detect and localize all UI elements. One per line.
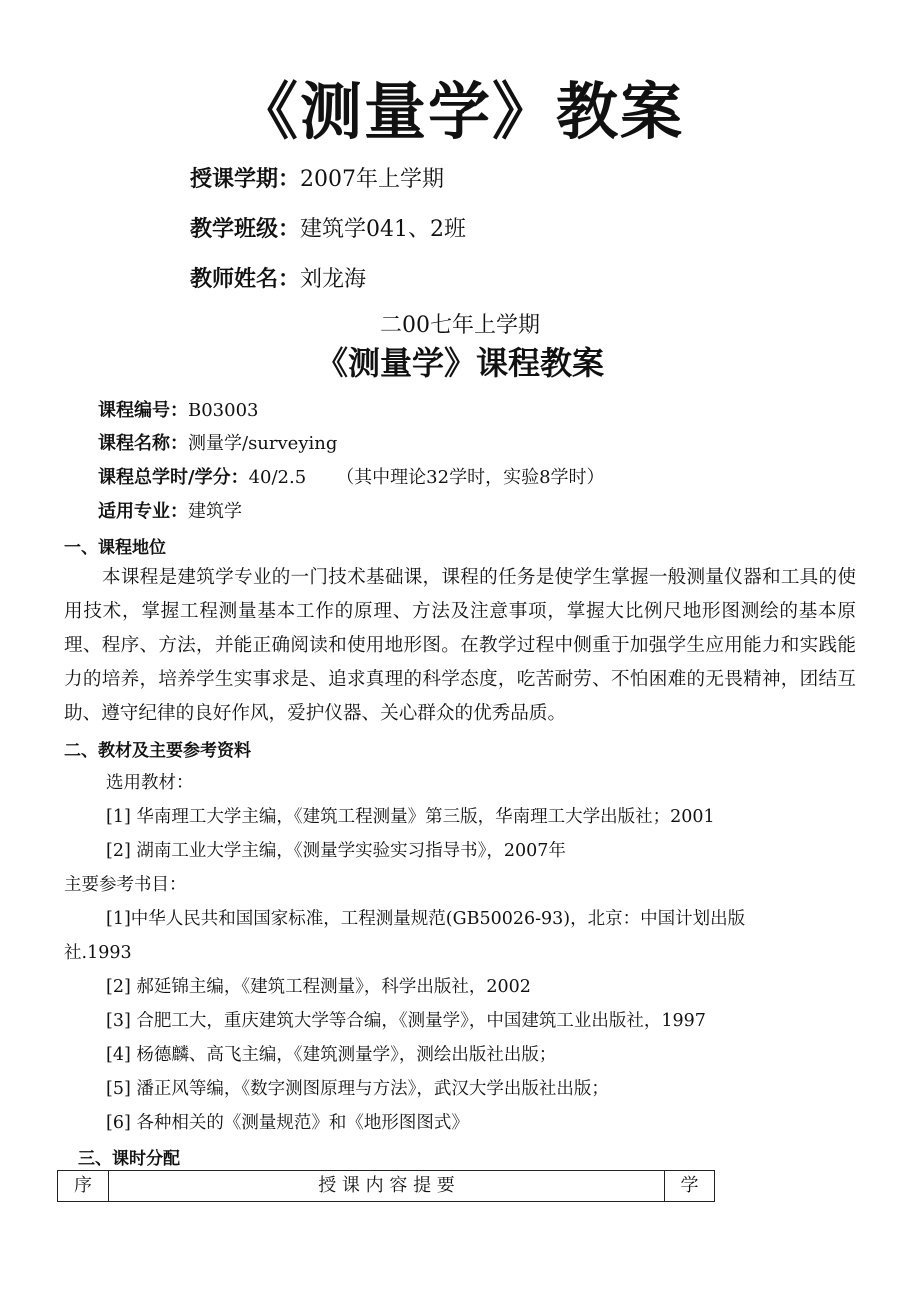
reference-item: [3] 合肥工大，重庆建筑大学等合编，《测量学》，中国建筑工业出版社，1997 <box>106 1011 706 1031</box>
section1-body <box>64 561 856 731</box>
reference-item: [2] 郝延锦主编，《建筑工程测量》，科学出版社，2002 <box>106 977 531 997</box>
teacher-label: 教师姓名： <box>190 267 301 292</box>
section1-heading: 一、课程地位 <box>64 538 166 558</box>
term-label: 授课学期： <box>190 167 301 192</box>
table-header-index: 序 <box>74 1175 92 1196</box>
section1-paragraph: 本课程是建筑学专业的一门技术基础课，课程的任务是使学生掌握一般测量仪器和工具的使用技术，掌握工程测量基本工作的原理、方法及注意事项，掌握大比例尺地形图测绘的基本原理、程序、方法，并能正确阅读和使用地形图。在教学过程中侧重于加强学生应用能力和实践能力的培养，培养学生实事求是、追求真理的科学态度，吃苦耐劳、不怕困难的无畏精神，团结互助、遵守纪律的良好作风，爱护仪器、关心群众的优秀品质。 <box>64 567 856 724</box>
course-code-label: 课程编号： <box>98 400 188 421</box>
teacher-value: 刘龙海 <box>300 267 367 292</box>
class-label: 教学班级： <box>190 217 301 242</box>
hours-table <box>57 1170 715 1202</box>
semester-heading: 二00七年上学期 <box>380 313 540 338</box>
course-hours-note: （其中理论32学时，实验8学时） <box>336 467 605 488</box>
textbook-item: [1] 华南理工大学主编，《建筑工程测量》第三版，华南理工大学出版社；2001 <box>106 807 715 827</box>
textbook-item: [2] 湖南工业大学主编，《测量学实验实习指导书》，2007年 <box>106 841 566 861</box>
course-title: 《测量学》课程教案 <box>315 344 604 382</box>
table-header-content: 授 课 内 容 提 要 <box>318 1175 455 1196</box>
reference-item: [4] 杨德麟、高飞主编，《建筑测量学》，测绘出版社出版； <box>106 1045 557 1065</box>
class-value: 建筑学041、2班 <box>300 217 467 242</box>
term-row <box>190 162 444 193</box>
table-header-hours: 学 <box>680 1175 699 1196</box>
course-code-value: B03003 <box>188 400 259 421</box>
class-row <box>190 212 466 243</box>
course-major-row <box>98 497 242 523</box>
reference-item: [5] 潘正风等编，《数字测图原理与方法》，武汉大学出版社出版； <box>106 1079 609 1099</box>
reference-item-continuation: 社.1993 <box>64 943 132 963</box>
course-major-label: 适用专业： <box>98 501 188 522</box>
textbook-label: 选用教材： <box>106 773 194 793</box>
course-hours-row <box>98 463 605 489</box>
term-value: 2007年上学期 <box>300 167 445 192</box>
course-name-label: 课程名称： <box>98 433 188 454</box>
course-code-row <box>98 396 259 422</box>
teacher-row <box>190 262 366 293</box>
document-title: 《测量学》教案 <box>235 75 684 148</box>
section3-heading: 三、课时分配 <box>78 1149 180 1169</box>
section2-heading: 二、教材及主要参考资料 <box>64 741 251 761</box>
course-name-row <box>98 429 337 455</box>
course-major-value: 建筑学 <box>188 501 242 522</box>
course-hours-label: 课程总学时/学分： <box>98 467 249 488</box>
course-name-value: 测量学/surveying <box>188 433 338 454</box>
reference-item: [6] 各种相关的《测量规范》和《地形图图式》 <box>106 1113 469 1133</box>
references-label: 主要参考书目： <box>64 875 187 895</box>
reference-item: [1]中华人民共和国国家标准，工程测量规范(GB50026-93)，北京：中国计划出版 <box>106 909 746 929</box>
course-hours-value: 40/2.5 <box>248 467 307 488</box>
